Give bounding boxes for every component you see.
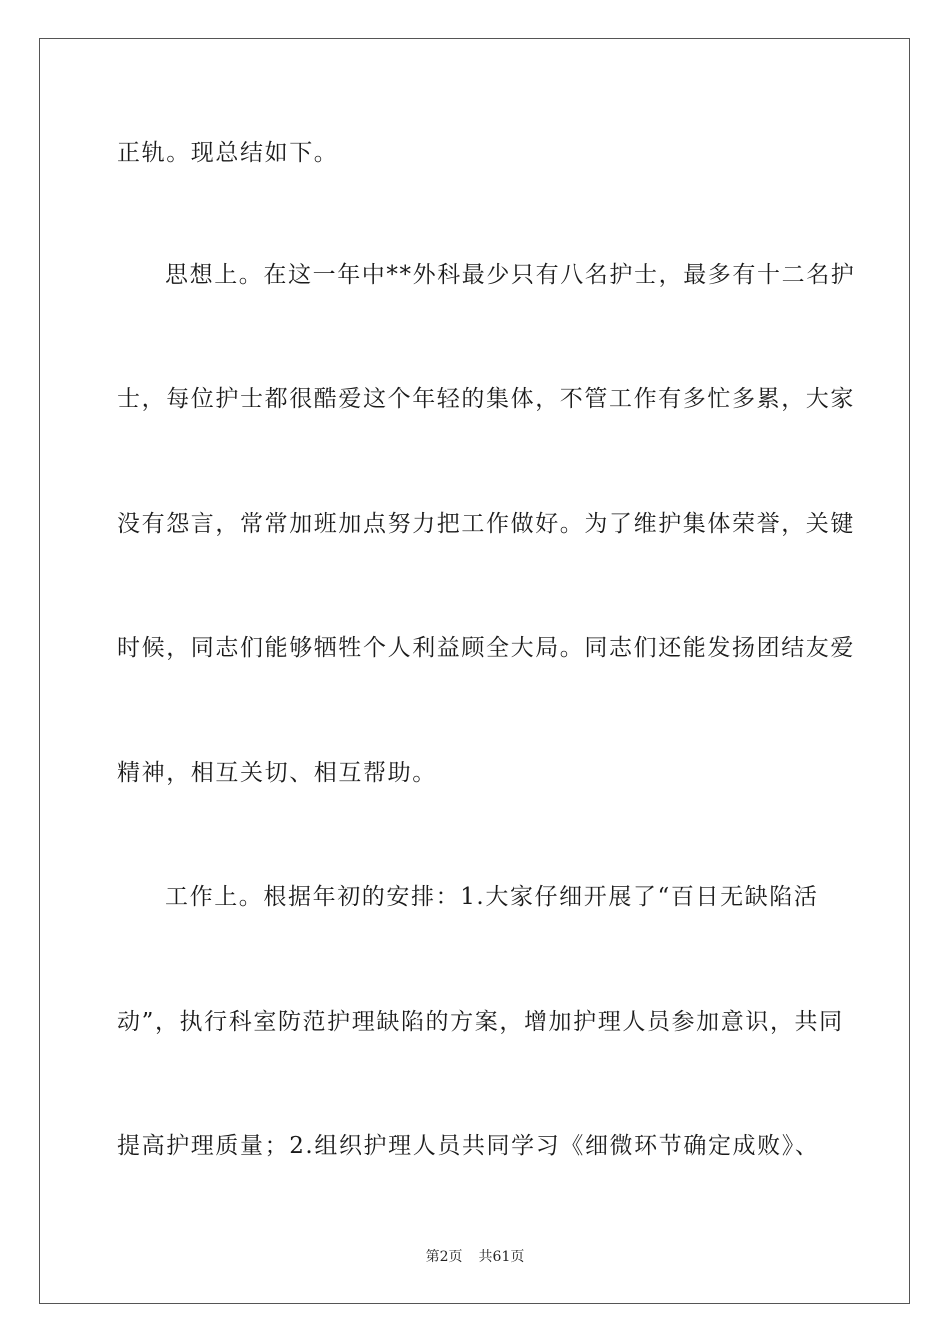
page-border bbox=[39, 38, 910, 1304]
text-line-4: 没有怨言，常常加班加点努力把工作做好。为了维护集体荣誉，关键 bbox=[117, 511, 855, 537]
text-line-1: 正轨。现总结如下。 bbox=[117, 140, 339, 166]
text-line-7: 工作上。根据年初的安排：1.大家仔细开展了“百日无缺陷活 bbox=[165, 884, 819, 910]
page-footer bbox=[0, 1248, 950, 1266]
page-number: 第2页 bbox=[425, 1249, 463, 1265]
page-total: 共61页 bbox=[478, 1249, 525, 1265]
text-line-6: 精神，相互关切、相互帮助。 bbox=[117, 760, 437, 786]
text-line-9: 提高护理质量；2.组织护理人员共同学习《细微环节确定成败》、 bbox=[117, 1133, 820, 1159]
text-line-8: 动”，执行科室防范护理缺陷的方案，增加护理人员参加意识，共同 bbox=[117, 1009, 844, 1035]
text-line-5: 时候，同志们能够牺牲个人利益顾全大局。同志们还能发扬团结友爱 bbox=[117, 635, 855, 661]
text-line-3: 士，每位护士都很酷爱这个年轻的集体，不管工作有多忙多累，大家 bbox=[117, 386, 855, 412]
text-line-2: 思想上。在这一年中**外科最少只有八名护士，最多有十二名护 bbox=[165, 262, 856, 288]
